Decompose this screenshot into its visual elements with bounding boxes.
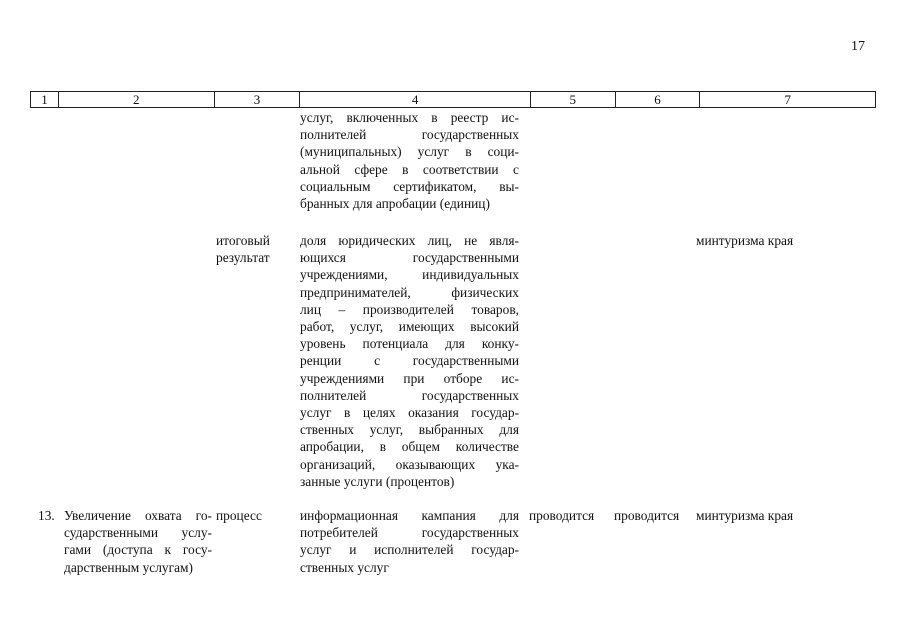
block3-col2-text: [64, 507, 212, 576]
text-line: Увеличение охвата го-: [64, 508, 212, 523]
block2-col4-text: [300, 232, 519, 490]
header-cell-1: 1: [31, 92, 59, 107]
text-line: услуг в целях оказания государ-: [300, 405, 519, 421]
text-line: потребителей государственных: [300, 525, 519, 541]
text-line: социальным сертификатом, вы-: [300, 178, 519, 194]
text-line: услуг и исполнителей государ-: [300, 542, 519, 558]
text-line: предпринимателей, физических: [300, 284, 519, 300]
text-line: гами (доступа к госу-: [64, 542, 212, 558]
text-line: итоговый: [216, 233, 270, 248]
header-cell-5: 5: [531, 92, 616, 107]
text-line: бранных для апробации (единиц): [300, 196, 490, 212]
text-line: организаций, оказывающих ука-: [300, 456, 519, 472]
block1-col4-text: [300, 109, 519, 212]
text-line: услуг, включенных в реестр ис-: [300, 110, 519, 125]
block3-col6-text: проводится: [614, 508, 680, 523]
text-line: занные услуги (процентов): [300, 473, 455, 489]
header-cell-4: 4: [300, 92, 530, 107]
header-cell-3: 3: [215, 92, 301, 107]
text-line: лиц – производителей товаров,: [300, 301, 519, 317]
text-line: ющихся государственными: [300, 250, 519, 266]
table-header-row: [30, 91, 876, 108]
text-line: информационная кампания для: [300, 508, 519, 523]
header-cell-2: 2: [59, 92, 215, 107]
text-line: апробации, в общем количестве: [300, 439, 519, 455]
text-line: доля юридических лиц, не явля-: [300, 233, 519, 248]
header-cell-7: 7: [784, 92, 791, 107]
text-line: уровень потенциала для конку-: [300, 336, 519, 352]
text-line: полнителей государственных: [300, 387, 519, 403]
text-line: альной сфере в соответствии с: [300, 161, 519, 177]
text-line: работ, услуг, имеющих высокий: [300, 319, 519, 335]
block2-col7-text: минтуризма края: [696, 233, 794, 248]
block3-col5-text: проводится: [529, 508, 595, 523]
header-cell-6: 6: [616, 92, 701, 107]
text-line: полнителей государственных: [300, 127, 519, 143]
text-line: учреждениями, индивидуальных: [300, 267, 519, 283]
text-line: ственных услуг, выбранных для: [300, 422, 519, 438]
page-number: 17: [851, 39, 865, 54]
text-line: учреждениями при отборе ис-: [300, 370, 519, 386]
text-line: ренции с государственными: [300, 353, 519, 369]
block3-col7-text: минтуризма края: [696, 508, 794, 523]
text-line: дарственным услугам): [64, 559, 193, 575]
text-line: результат: [216, 250, 270, 266]
block2-col3-text: [216, 232, 296, 266]
text-line: сударственными услу-: [64, 525, 212, 541]
text-line: (муниципальных) услуг в соци-: [300, 144, 519, 160]
text-line: ственных услуг: [300, 559, 389, 575]
block3-col4-text: [300, 507, 519, 576]
block3-row-number: 13.: [38, 508, 55, 523]
block3-col3-text: процесс: [216, 508, 262, 523]
